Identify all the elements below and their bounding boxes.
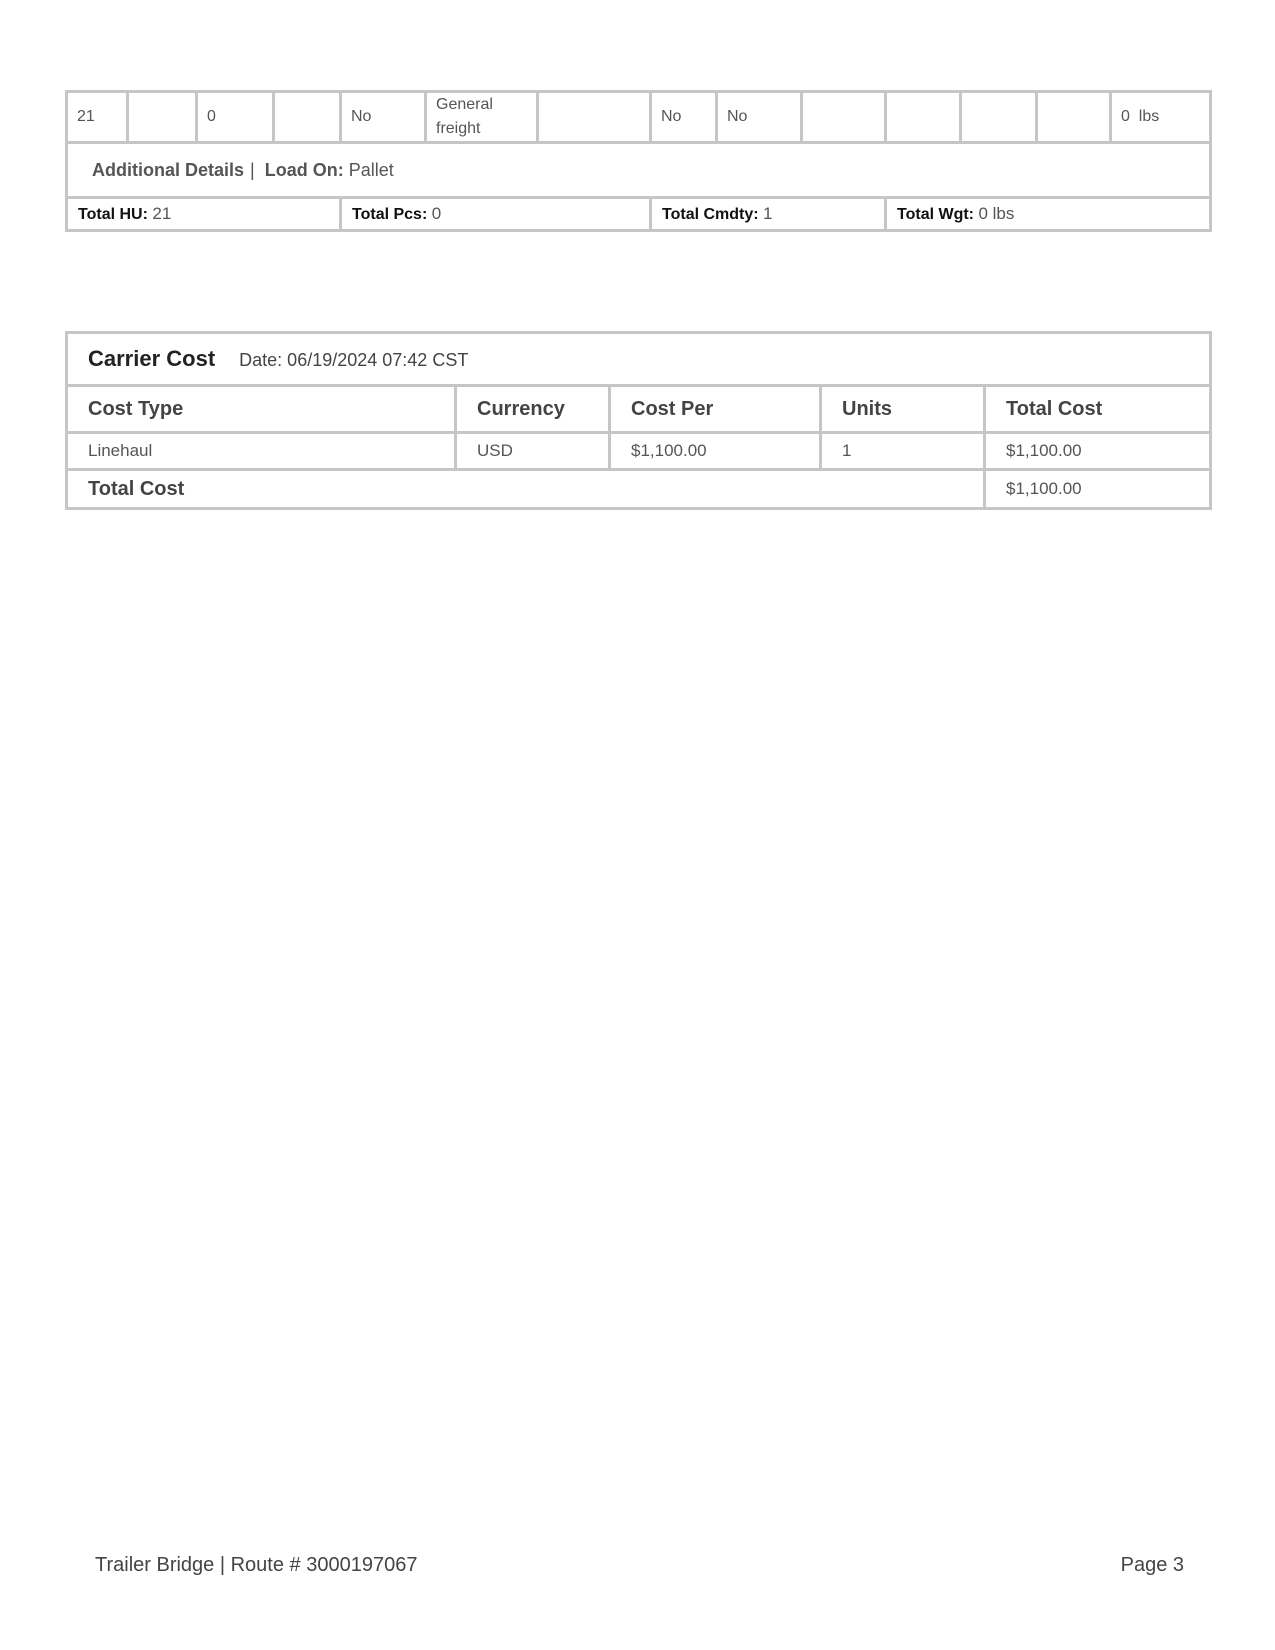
- cell-empty: [128, 92, 197, 143]
- carrier-cost-title: Carrier Cost: [88, 346, 216, 371]
- cell-weight: 0 lbs: [1111, 92, 1211, 143]
- total-cmdty-value: 1: [763, 204, 773, 223]
- cell-empty: [802, 92, 886, 143]
- total-wgt-label: Total Wgt:: [897, 206, 975, 223]
- total-wgt: [886, 198, 1211, 231]
- col-header-units: Units: [821, 386, 985, 433]
- table-row: [67, 433, 1211, 470]
- carrier-cost-header-row: [67, 333, 1211, 386]
- total-hu-label: Total HU:: [78, 206, 148, 223]
- total-cost-label: Total Cost: [67, 470, 985, 509]
- cell-currency: USD: [456, 433, 610, 470]
- page-number: Page 3: [1120, 1554, 1184, 1576]
- col-header-cost-per: Cost Per: [610, 386, 821, 433]
- additional-details-label: Additional Details: [92, 159, 245, 180]
- cell-cost-per: $1,100.00: [610, 433, 821, 470]
- total-pcs: [341, 198, 651, 231]
- col-header-currency: Currency: [456, 386, 610, 433]
- cell-flag: No: [717, 92, 802, 143]
- total-cost-value: $1,100.00: [985, 470, 1211, 509]
- cell-empty: [538, 92, 651, 143]
- cell-empty: [961, 92, 1037, 143]
- commodity-table: [65, 90, 1212, 232]
- cell-hu-count: 21: [67, 92, 128, 143]
- col-header-total-cost: Total Cost: [985, 386, 1211, 433]
- total-pcs-label: Total Pcs:: [352, 206, 428, 223]
- load-on-label: Load On:: [264, 159, 344, 180]
- total-cmdty: [651, 198, 886, 231]
- cell-empty: [1037, 92, 1111, 143]
- additional-details-row: [67, 143, 1211, 198]
- total-hu-value: 21: [152, 204, 172, 223]
- column-header-row: [67, 386, 1211, 433]
- cell-flag: No: [651, 92, 717, 143]
- carrier-cost-table: [65, 331, 1212, 510]
- cell-units: 1: [821, 433, 985, 470]
- cell-hazmat: No: [341, 92, 426, 143]
- carrier-cost-date: Date: 06/19/2024 07:42 CST: [239, 350, 469, 370]
- cell-total-cost: $1,100.00: [985, 433, 1211, 470]
- total-cost-row: [67, 470, 1211, 509]
- additional-details-cell: [67, 143, 1211, 198]
- cell-empty: [886, 92, 961, 143]
- total-wgt-value: 0 lbs: [978, 204, 1015, 223]
- cell-description: General freight: [426, 92, 538, 143]
- footer-route: Trailer Bridge | Route # 3000197067: [95, 1554, 418, 1576]
- cell-cost-type: Linehaul: [67, 433, 456, 470]
- totals-row: [67, 198, 1211, 231]
- details-separator: |: [250, 159, 255, 180]
- carrier-cost-header: [67, 333, 1211, 386]
- cell-empty: [274, 92, 341, 143]
- commodity-row: [67, 92, 1211, 143]
- col-header-cost-type: Cost Type: [67, 386, 456, 433]
- load-on-value: Pallet: [348, 159, 394, 180]
- total-hu: [67, 198, 341, 231]
- total-cmdty-label: Total Cmdty:: [662, 206, 759, 223]
- cell-pieces: 0: [197, 92, 274, 143]
- total-pcs-value: 0: [431, 204, 442, 223]
